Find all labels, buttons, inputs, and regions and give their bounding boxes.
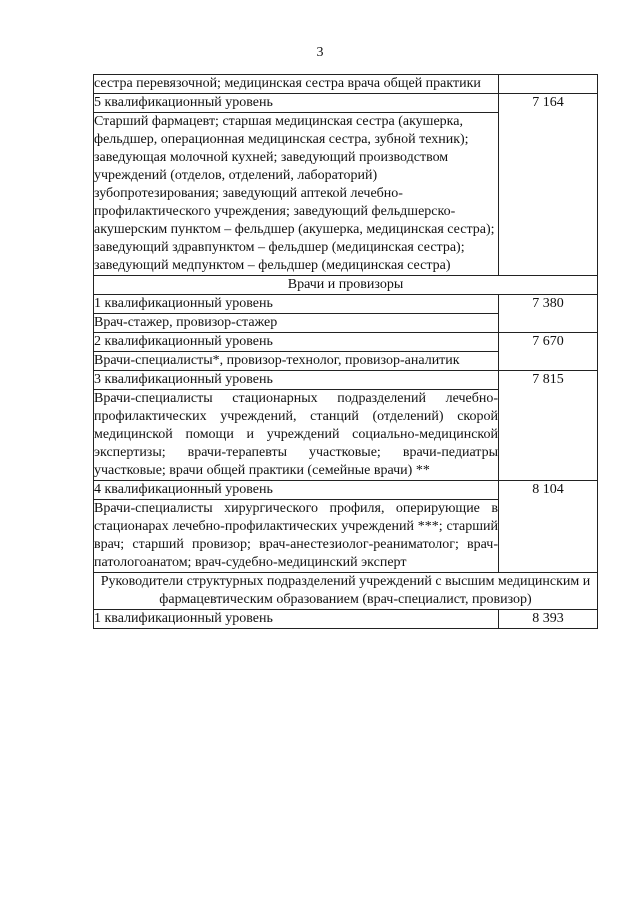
qualification-level-3: 3 квалификационный уровень — [94, 371, 499, 390]
table-row — [94, 333, 598, 352]
position-list-cell: сестра перевязочной; медицинская сестра врача общей практики — [94, 75, 499, 94]
salary-amount-doctors-1: 7 380 — [499, 295, 598, 333]
table-row — [94, 75, 598, 94]
qualification-level-1-heads: 1 квалификационный уровень — [94, 610, 499, 629]
qualification-level-5: 5 квалификационный уровень — [94, 94, 499, 113]
position-list-level-5: Старший фармацевт; старшая медицинская сестра (акушерка, фельдшер, операционная медицинская сестра, зубной техник); заведующая молочной кухней; заведующий производством учреждений (отделов, отделений, лабораторий) зубопротезирования; заведующий аптекой лечебно-профилактического учреждения; заведующий фельдшерско-акушерским пунктом – фельдшер (акушерка, медицинская сестра); заведующий здравпунктом – фельдшер (медицинская сестра); заведующий медпунктом – фельдшер (медицинская сестра) — [94, 113, 499, 276]
table-row — [94, 610, 598, 629]
table-row — [94, 573, 598, 610]
table-row — [94, 295, 598, 314]
position-list-doctors-1: Врач-стажер, провизор-стажер — [94, 314, 499, 333]
section-heading-department-heads: Руководители структурных подразделений учреждений с высшим медицинским и фармацевтическим образованием (врач-специалист, провизор) — [94, 573, 598, 610]
salary-amount-doctors-2: 7 670 — [499, 333, 598, 371]
salary-table — [93, 74, 598, 629]
table-row — [94, 481, 598, 500]
page-number: 3 — [316, 45, 324, 60]
position-list-doctors-4: Врачи-специалисты хирургического профиля, оперирующие в стационарах лечебно-профилактических учреждений ***; старший врач; старший провизор; врач-анестезиолог-реаниматолог; врач-патологоанатом; врач-судебно-медицинский эксперт — [94, 500, 499, 573]
table-row — [94, 94, 598, 113]
salary-amount-level-5: 7 164 — [499, 94, 598, 276]
qualification-level-1: 1 квалификационный уровень — [94, 295, 499, 314]
salary-amount-doctors-3: 7 815 — [499, 371, 598, 481]
qualification-level-4: 4 квалификационный уровень — [94, 481, 499, 500]
amount-cell-empty — [499, 75, 598, 94]
salary-amount-heads-1: 8 393 — [499, 610, 598, 629]
section-heading-doctors: Врачи и провизоры — [94, 276, 598, 295]
table-row — [94, 371, 598, 390]
position-list-doctors-2: Врачи-специалисты*, провизор-технолог, провизор-аналитик — [94, 352, 499, 371]
table-row — [94, 276, 598, 295]
salary-amount-doctors-4: 8 104 — [499, 481, 598, 573]
position-list-doctors-3: Врачи-специалисты стационарных подразделений лечебно-профилактических учреждений, станций (отделений) скорой медицинской помощи и учреждений социально-медицинской экспертизы; врачи-терапевты участковые; врачи-педиатры участковые; врачи общей практики (семейные врачи) ** — [94, 390, 499, 481]
qualification-level-2: 2 квалификационный уровень — [94, 333, 499, 352]
